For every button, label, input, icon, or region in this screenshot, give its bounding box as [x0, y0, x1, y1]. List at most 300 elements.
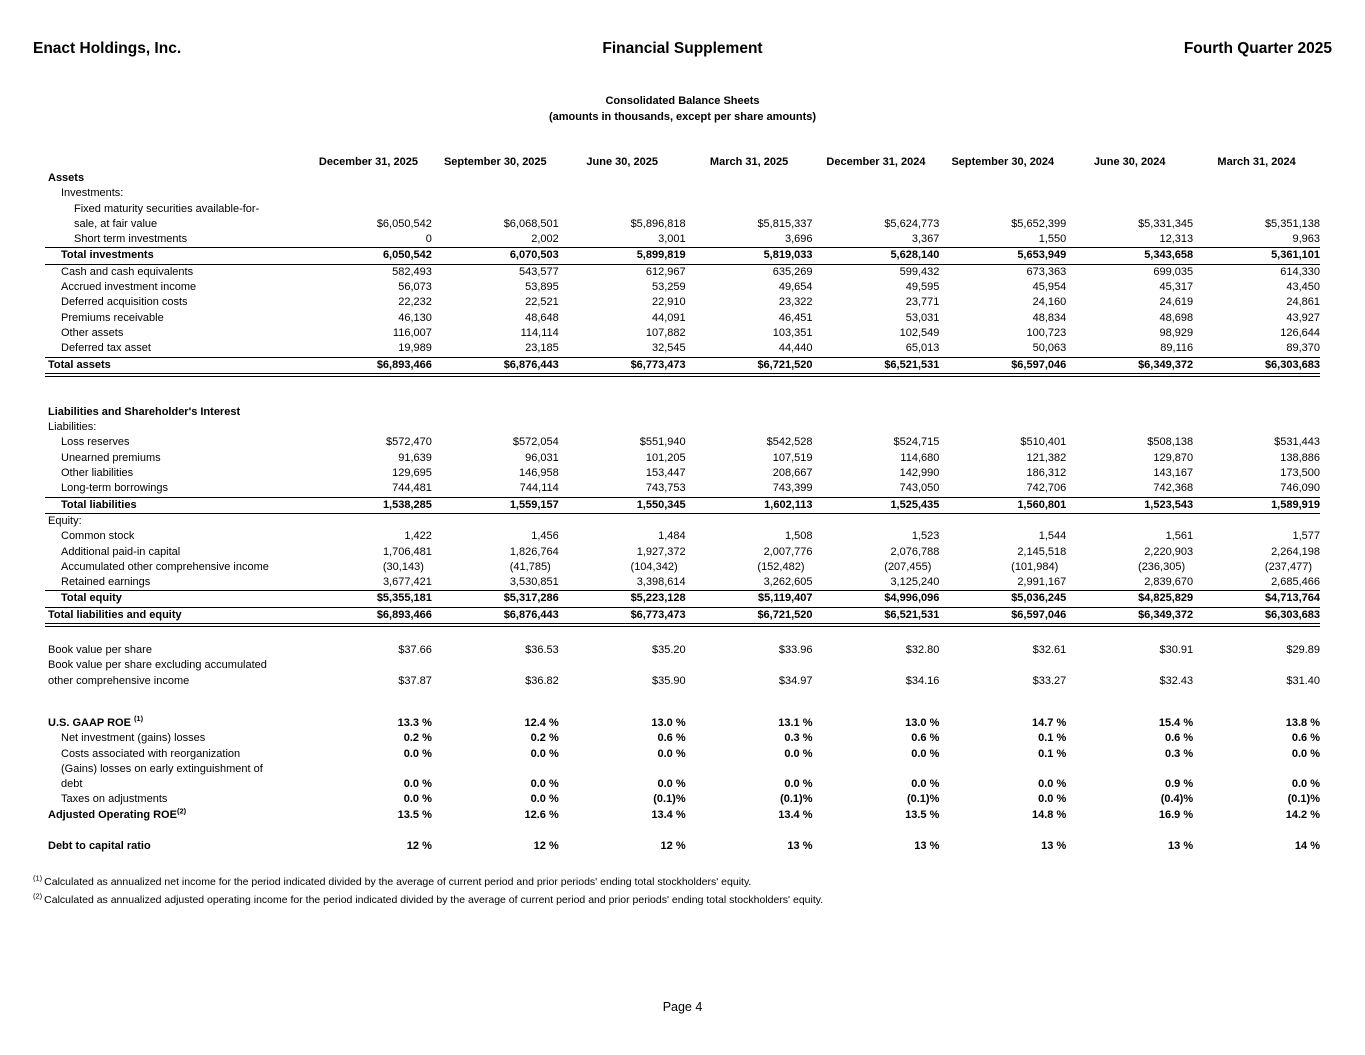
table-head — [45, 156, 1320, 171]
cell-value: 44,091 — [651, 311, 686, 324]
table-row — [45, 731, 1320, 746]
cell-value: $6,773,473 — [559, 607, 686, 625]
cell-value: 138,886 — [1280, 451, 1320, 464]
cell-value: 0.0 % — [1291, 778, 1320, 791]
cell-value: 6,070,503 — [432, 248, 559, 264]
table-row — [45, 716, 1320, 731]
column-header: September 30, 2024 — [951, 156, 1055, 168]
row-label: Fixed maturity securities available-for- sale, at fair value — [74, 202, 260, 230]
table-row — [45, 357, 1320, 375]
row-label: Net investment (gains) losses — [61, 732, 206, 745]
row-label: Loss reserves — [61, 436, 130, 449]
cell-value: 5,899,819 — [559, 248, 686, 264]
cell-value: 0.0 % — [530, 747, 559, 760]
cell-value: 0.6 % — [1164, 732, 1194, 745]
row-label: Retained earnings — [61, 576, 151, 589]
cell-value: $29.89 — [1286, 644, 1320, 657]
footnote-reference: (2) — [176, 806, 187, 816]
cell-value: 0.0 % — [403, 778, 432, 791]
cell-value: 24,619 — [1159, 296, 1194, 309]
cell-empty — [432, 171, 559, 186]
cell-value: $6,597,046 — [939, 357, 1066, 375]
cell-value: 14.7 % — [1032, 716, 1067, 729]
cell-value: 107,519 — [772, 451, 813, 464]
cell-value: 1,706,481 — [382, 545, 432, 558]
cell-value: 0.0 % — [1038, 793, 1067, 806]
cell-value: $5,223,128 — [559, 591, 686, 607]
table-title-block — [0, 94, 1365, 125]
cell-value: 98,929 — [1159, 326, 1194, 339]
cell-empty — [813, 171, 940, 186]
table-row — [45, 658, 1320, 689]
cell-value: 96,031 — [525, 451, 559, 464]
cell-empty — [305, 405, 432, 420]
row-label: Liabilities and Shareholder's Interest — [48, 405, 241, 418]
cell-value: 0.9 % — [1164, 778, 1194, 791]
cell-value: $508,138 — [1147, 436, 1194, 449]
cell-value: 0.0 % — [911, 778, 940, 791]
cell-value: $542,528 — [766, 436, 813, 449]
table-row — [45, 497, 1320, 513]
cell-value: 121,382 — [1026, 451, 1067, 464]
cell-value: 48,834 — [1032, 311, 1067, 324]
cell-value: $33.27 — [1032, 674, 1067, 687]
cell-value: 699,035 — [1153, 265, 1194, 278]
table-row — [45, 295, 1320, 310]
cell-value: (152,482) — [757, 560, 805, 573]
spacer-row — [45, 375, 1320, 405]
cell-value: 2,991,167 — [1017, 576, 1067, 589]
cell-value: 0.0 % — [784, 778, 813, 791]
cell-value: 1,525,435 — [813, 497, 940, 513]
row-label: Other liabilities — [61, 467, 134, 480]
table-row — [45, 839, 1320, 854]
cell-value: 13 % — [1041, 839, 1067, 852]
cell-value: 1,577 — [1292, 530, 1320, 543]
cell-value: 15.4 % — [1158, 716, 1194, 729]
cell-empty — [1193, 420, 1320, 435]
cell-value: (207,455) — [884, 560, 932, 573]
cell-value: 0.2 % — [530, 732, 559, 745]
cell-value: $4,713,764 — [1193, 591, 1320, 607]
cell-value: $6,721,520 — [686, 607, 813, 625]
row-label: Unearned premiums — [61, 451, 161, 464]
cell-value: 2,145,518 — [1017, 545, 1067, 558]
cell-empty — [1193, 513, 1320, 529]
cell-value: $36.82 — [525, 674, 559, 687]
cell-empty — [939, 405, 1066, 420]
cell-value: 743,753 — [645, 482, 686, 495]
cell-value: $5,331,345 — [1138, 217, 1194, 230]
cell-value: 23,322 — [778, 296, 813, 309]
cell-value: 3,001 — [658, 233, 686, 246]
cell-value: 13.1 % — [778, 716, 813, 729]
cell-value: $6,050,542 — [376, 217, 432, 230]
cell-value: 3,696 — [784, 233, 813, 246]
cell-empty — [432, 186, 559, 201]
cell-empty — [813, 420, 940, 435]
cell-value: 744,481 — [392, 482, 432, 495]
cell-value: 12.4 % — [524, 716, 559, 729]
table-row — [45, 405, 1320, 420]
table-row — [45, 762, 1320, 793]
table-row — [45, 341, 1320, 357]
column-header: December 31, 2025 — [318, 156, 418, 168]
table-row — [45, 792, 1320, 807]
cell-value: 5,343,658 — [1066, 248, 1193, 264]
cell-value: 13.8 % — [1285, 716, 1320, 729]
table-row — [45, 575, 1320, 591]
cell-value: (0.4)% — [1160, 793, 1194, 806]
cell-value: $6,521,531 — [813, 607, 940, 625]
row-label: Deferred acquisition costs — [61, 296, 188, 309]
table-row — [45, 513, 1320, 529]
table-row — [45, 311, 1320, 326]
cell-value: 0.0 % — [657, 778, 686, 791]
cell-value: 0.6 % — [657, 732, 686, 745]
cell-empty — [1066, 171, 1193, 186]
cell-empty — [939, 513, 1066, 529]
cell-value: 543,577 — [518, 265, 559, 278]
cell-empty — [1066, 513, 1193, 529]
cell-value: 89,116 — [1160, 342, 1194, 355]
cell-value: 635,269 — [772, 265, 813, 278]
table-row — [45, 186, 1320, 201]
cell-value: 1,560,801 — [939, 497, 1066, 513]
column-header: June 30, 2024 — [1093, 156, 1166, 168]
cell-value: $6,893,466 — [305, 357, 432, 375]
column-header-row — [45, 156, 1320, 171]
cell-value: $6,303,683 — [1193, 607, 1320, 625]
row-label: Total liabilities and equity — [45, 607, 305, 625]
cell-value: $4,996,096 — [813, 591, 940, 607]
row-label: Short term investments — [74, 233, 188, 246]
cell-value: 56,073 — [398, 281, 432, 294]
cell-value: 13.5 % — [905, 808, 940, 821]
spacer-row — [45, 823, 1320, 839]
cell-value: 14.8 % — [1032, 808, 1067, 821]
cell-value: 153,447 — [645, 467, 686, 480]
cell-value: (30,143) — [382, 560, 424, 573]
cell-value: $5,624,773 — [884, 217, 940, 230]
cell-value: $35.90 — [651, 674, 686, 687]
cell-value: 742,368 — [1153, 482, 1194, 495]
cell-value: 22,521 — [525, 296, 559, 309]
column-header: March 31, 2024 — [1217, 156, 1296, 168]
cell-empty — [939, 171, 1066, 186]
cell-value: 2,839,670 — [1144, 576, 1194, 589]
cell-value: 116,007 — [392, 326, 432, 339]
cell-empty — [432, 405, 559, 420]
cell-value: 0.3 % — [1164, 747, 1194, 760]
cell-value: 1,523,543 — [1066, 497, 1193, 513]
cell-value: 2,007,776 — [763, 545, 813, 558]
cell-value: $6,876,443 — [432, 357, 559, 375]
cell-value: (104,342) — [630, 560, 678, 573]
cell-value: 3,125,240 — [890, 576, 940, 589]
cell-value: $32.43 — [1159, 674, 1194, 687]
cell-value: 13 % — [1168, 839, 1194, 852]
spacer-cell — [45, 625, 1320, 643]
row-label: Book value per share excluding accumulated other comprehensive income — [48, 659, 267, 687]
cell-value: $6,876,443 — [432, 607, 559, 625]
cell-value: 12 % — [406, 839, 432, 852]
table-row — [45, 280, 1320, 295]
cell-value: 24,160 — [1032, 296, 1067, 309]
row-label: Taxes on adjustments — [61, 793, 168, 806]
table-row — [45, 435, 1320, 450]
cell-value: 50,063 — [1032, 342, 1067, 355]
cell-value: 13.5 % — [397, 808, 432, 821]
cell-value: 743,050 — [899, 482, 940, 495]
cell-value: $5,896,818 — [630, 217, 686, 230]
cell-empty — [686, 171, 813, 186]
cell-value: 24,861 — [1286, 296, 1320, 309]
cell-value: 186,312 — [1026, 467, 1067, 480]
cell-value: $6,521,531 — [813, 357, 940, 375]
cell-empty — [559, 171, 686, 186]
cell-value: 5,819,033 — [686, 248, 813, 264]
cell-value: 0.0 % — [911, 747, 940, 760]
cell-value: 0.3 % — [784, 732, 813, 745]
cell-value: $5,317,286 — [432, 591, 559, 607]
cell-value: 173,500 — [1280, 467, 1320, 480]
row-label: Investments: — [61, 187, 124, 200]
page-header — [0, 0, 1365, 58]
cell-empty — [1193, 186, 1320, 201]
table-row — [45, 481, 1320, 497]
cell-empty — [559, 405, 686, 420]
footnote-2 — [33, 892, 1332, 910]
cell-value: 2,264,198 — [1271, 545, 1320, 558]
cell-empty — [686, 405, 813, 420]
cell-empty — [1193, 171, 1320, 186]
cell-value: 14.2 % — [1285, 808, 1320, 821]
cell-value: 3,677,421 — [382, 576, 432, 589]
cell-value: 614,330 — [1280, 265, 1320, 278]
row-label-header — [45, 156, 305, 171]
cell-value: 13.4 % — [651, 808, 686, 821]
cell-empty — [432, 420, 559, 435]
cell-value: (41,785) — [509, 560, 551, 573]
cell-value: 2,220,903 — [1144, 545, 1194, 558]
row-label: Total assets — [45, 357, 305, 375]
cell-value: 0.0 % — [530, 778, 559, 791]
cell-value: 5,653,949 — [939, 248, 1066, 264]
column-header: March 31, 2025 — [709, 156, 789, 168]
cell-value: 46,451 — [778, 311, 813, 324]
cell-value: $33.96 — [778, 644, 813, 657]
table-body — [45, 171, 1320, 854]
cell-value: $5,119,407 — [686, 591, 813, 607]
cell-value: 53,259 — [651, 281, 686, 294]
row-label: U.S. GAAP ROE $^{(1)}$ — [48, 714, 144, 729]
row-label: Accrued investment income — [61, 281, 197, 294]
row-label: Book value per share — [48, 644, 152, 657]
cell-value: $31.40 — [1286, 674, 1320, 687]
column-header: December 31, 2024 — [826, 156, 926, 168]
row-label: Other assets — [61, 326, 124, 339]
cell-value: 16.9 % — [1158, 808, 1194, 821]
cell-value: 12 % — [660, 839, 686, 852]
cell-empty — [1066, 420, 1193, 435]
cell-value: 13.3 % — [397, 716, 432, 729]
cell-value: 1,484 — [658, 530, 686, 543]
footnote-2-marker: (2) — [33, 891, 43, 901]
cell-value: 13 % — [914, 839, 940, 852]
cell-value: 1,550 — [1038, 233, 1067, 246]
cell-empty — [686, 513, 813, 529]
cell-empty — [686, 186, 813, 201]
cell-empty — [1193, 405, 1320, 420]
cell-value: $6,597,046 — [939, 607, 1066, 625]
cell-value: 208,667 — [772, 467, 813, 480]
cell-value: 48,648 — [525, 311, 559, 324]
cell-value: $572,054 — [512, 436, 559, 449]
cell-value: 1,422 — [404, 530, 432, 543]
cell-value: $6,721,520 — [686, 357, 813, 375]
cell-value: 1,550,345 — [559, 497, 686, 513]
cell-value: 2,076,788 — [890, 545, 940, 558]
cell-value: 612,967 — [645, 265, 686, 278]
row-label: Additional paid-in capital — [61, 545, 181, 558]
spacer-cell — [45, 689, 1320, 716]
cell-value: 742,706 — [1026, 482, 1067, 495]
cell-value: 1,602,113 — [686, 497, 813, 513]
report-period: Fourth Quarter 2025 — [1183, 40, 1332, 57]
cell-value: $32.80 — [905, 644, 940, 657]
table-row — [45, 451, 1320, 466]
cell-value: 744,114 — [519, 482, 559, 495]
cell-value: 1,559,157 — [432, 497, 559, 513]
cell-value: $6,893,466 — [305, 607, 432, 625]
cell-value: 114,680 — [900, 451, 940, 464]
table-row — [45, 171, 1320, 186]
cell-value: $531,443 — [1274, 436, 1320, 449]
cell-value: 599,432 — [899, 265, 940, 278]
cell-value: $572,470 — [385, 436, 432, 449]
spacer-cell — [45, 823, 1320, 839]
cell-value: $30.91 — [1159, 644, 1194, 657]
table-row — [45, 607, 1320, 625]
spacer-row — [45, 625, 1320, 643]
cell-value: 89,370 — [1286, 342, 1320, 355]
cell-value: 6,050,542 — [305, 248, 432, 264]
cell-value: 146,958 — [518, 467, 559, 480]
cell-value: 0.6 % — [1291, 732, 1320, 745]
row-label: Total liabilities — [45, 497, 305, 513]
cell-value: 1,589,919 — [1193, 497, 1320, 513]
cell-value: 107,882 — [645, 326, 686, 339]
cell-value: 19,989 — [398, 342, 432, 355]
cell-value: 1,544 — [1038, 530, 1067, 543]
spacer-cell — [45, 375, 1320, 405]
table-row — [45, 264, 1320, 280]
cell-value: 1,456 — [531, 530, 559, 543]
cell-value: (0.1)% — [653, 793, 686, 806]
cell-value: 0.1 % — [1038, 732, 1067, 745]
cell-value: 13.0 % — [905, 716, 940, 729]
table-row — [45, 326, 1320, 341]
cell-value: $5,351,138 — [1264, 217, 1320, 230]
row-label: Debt to capital ratio — [48, 839, 151, 852]
row-label: Premiums receivable — [61, 311, 164, 324]
cell-value: 1,826,764 — [509, 545, 559, 558]
cell-value: 3,398,614 — [636, 576, 686, 589]
cell-empty — [305, 186, 432, 201]
cell-empty — [305, 513, 432, 529]
cell-empty — [813, 186, 940, 201]
cell-value: 13 % — [787, 839, 813, 852]
cell-value: 43,927 — [1286, 311, 1320, 324]
cell-value: 12 % — [533, 839, 559, 852]
table-row — [45, 560, 1320, 575]
cell-value: 3,262,605 — [763, 576, 813, 589]
table-row — [45, 529, 1320, 544]
cell-value: 142,990 — [899, 467, 940, 480]
footnotes — [33, 874, 1332, 909]
cell-value: 582,493 — [392, 265, 432, 278]
cell-value: 746,090 — [1280, 482, 1320, 495]
cell-value: 91,639 — [398, 451, 432, 464]
page-number: Page 4 — [662, 1000, 703, 1014]
cell-empty — [939, 186, 1066, 201]
row-label: Long-term borrowings — [61, 482, 168, 495]
table-row — [45, 545, 1320, 560]
row-label: Total investments — [45, 248, 305, 264]
cell-value: (101,984) — [1011, 560, 1059, 573]
cell-empty — [1066, 405, 1193, 420]
column-header: June 30, 2025 — [586, 156, 658, 168]
cell-value: $5,355,181 — [305, 591, 432, 607]
cell-value: 0.0 % — [784, 747, 813, 760]
cell-value: $35.20 — [651, 644, 686, 657]
cell-value: 102,549 — [899, 326, 940, 339]
cell-value: 1,927,372 — [636, 545, 686, 558]
table-row — [45, 202, 1320, 233]
cell-empty — [559, 186, 686, 201]
cell-value: 44,440 — [778, 342, 813, 355]
cell-value: $6,349,372 — [1066, 357, 1193, 375]
cell-value: 1,561 — [1165, 530, 1194, 543]
cell-value: 3,530,851 — [509, 576, 559, 589]
footnote-1 — [33, 874, 1332, 892]
row-label: Common stock — [61, 530, 135, 543]
document-title: Financial Supplement — [602, 40, 763, 57]
cell-value: $5,652,399 — [1011, 217, 1067, 230]
cell-value: 14 % — [1294, 839, 1320, 852]
cell-value: 100,723 — [1026, 326, 1067, 339]
footnote-1-text: Calculated as annualized net income for the period indicated divided by the average of current period and prior periods' ending total stockholders' equity. — [44, 876, 752, 889]
cell-value: 49,595 — [905, 281, 940, 294]
table-row — [45, 466, 1320, 481]
cell-value: 0.0 % — [1038, 778, 1067, 791]
cell-empty — [813, 513, 940, 529]
cell-value: 43,450 — [1286, 281, 1320, 294]
row-label: Costs associated with reorganization — [61, 747, 241, 760]
cell-value: 0.0 % — [1291, 747, 1320, 760]
cell-empty — [305, 420, 432, 435]
balance-sheet-table — [45, 156, 1320, 854]
cell-value: 2,685,466 — [1271, 576, 1320, 589]
cell-value: 0.2 % — [403, 732, 432, 745]
row-label: Deferred tax asset — [61, 342, 151, 355]
row-label: Assets — [48, 172, 85, 184]
cell-value: 45,317 — [1159, 281, 1194, 294]
cell-value: $6,303,683 — [1193, 357, 1320, 375]
cell-value: 0.0 % — [657, 747, 686, 760]
cell-value: $5,036,245 — [939, 591, 1066, 607]
